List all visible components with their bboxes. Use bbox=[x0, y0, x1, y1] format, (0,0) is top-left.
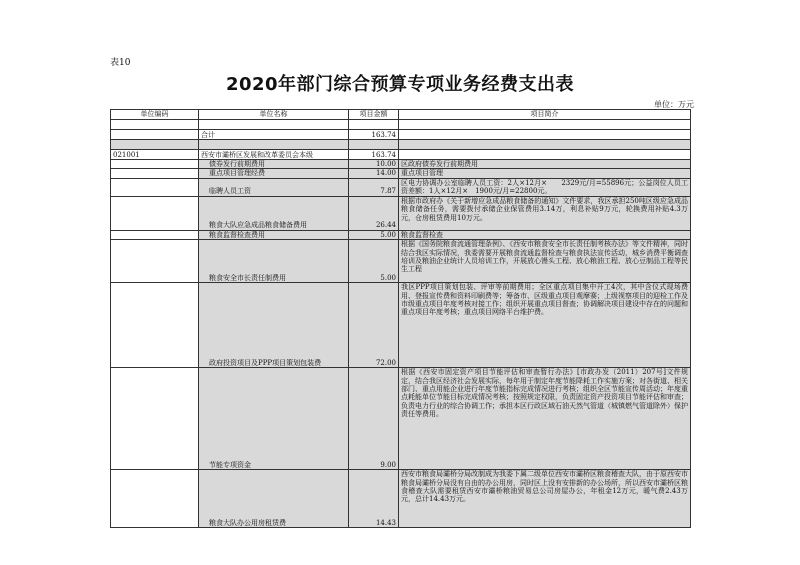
header-unit-name: 单位名称 bbox=[199, 110, 349, 120]
item-description: 区政府债券发行前期费用 bbox=[399, 160, 691, 169]
item-amount: 26.44 bbox=[349, 196, 399, 230]
gap-row bbox=[111, 140, 691, 150]
unit-label: 单位：万元 bbox=[654, 100, 694, 109]
item-description: 区电力协调办公室临聘人员工资：2人×12月× 2329元/月=55896元；公益岗位人员工资差额：1人×12月× 1900元/月=22800元。 bbox=[399, 178, 691, 196]
header-amount: 项目金额 bbox=[349, 110, 399, 120]
item-amount: 72.00 bbox=[349, 283, 399, 368]
item-description: 重点项目管理 bbox=[399, 169, 691, 178]
item-name: 粮食监督检查费用 bbox=[199, 230, 349, 239]
unit-code: 021001 bbox=[111, 150, 199, 160]
table-row bbox=[111, 160, 691, 169]
item-name: 粮食安全市长责任制费用 bbox=[199, 240, 349, 283]
table-row bbox=[111, 230, 691, 239]
unit-row bbox=[111, 150, 691, 160]
item-name: 粮食大队应急成品粮食储备费用 bbox=[199, 196, 349, 230]
item-description: 西安市粮食局灞桥分局改制成为我委下属二级单位西安市灞桥区粮食稽查大队，由于原西安市粮食局灞桥分局没有自由的办公用房，同时区上没有安排新的办公场所，所以西安市灞桥区粮食稽查大队需要租赁西安市灞桥粮油贸易总公司房屋办公，年租金12万元，暖气费2.43万元，总计14.43万元。 bbox=[399, 470, 691, 528]
table-row bbox=[111, 470, 691, 528]
item-amount: 5.00 bbox=[349, 230, 399, 239]
table-row bbox=[111, 196, 691, 230]
budget-table bbox=[110, 109, 691, 528]
spacer-row bbox=[111, 120, 691, 130]
table-row bbox=[111, 178, 691, 196]
item-amount: 14.43 bbox=[349, 470, 399, 528]
table-header-row bbox=[111, 110, 691, 120]
unit-amount: 163.74 bbox=[349, 150, 399, 160]
table-row bbox=[111, 368, 691, 470]
table-row bbox=[111, 283, 691, 368]
item-description: 我区PPP项目策划包装、评审等前期费用；全区重点项目集中开工4次，其中含仪式现场费用、登报宣传费和资料印刷费等；筹备市、区级重点项目观摩赛；上级视察项目的迎检工作及市级重点项目年度考核对接工作；组织开展重点项目督查；协调解决项目建设中存在的问题和重点项目年度考核；重点项目网络平台维护费。 bbox=[399, 283, 691, 368]
item-description: 根据市政府办《关于新增应急成品粮食储备的通知》文件要求，我区承担250吨区级应急成品粮食储备任务，需要拨付承储企业保管费用3.14万，利息补贴9万元，轮换费用补贴4.3万元，仓房租赁费用10万元。 bbox=[399, 196, 691, 230]
item-name: 临聘人员工资 bbox=[199, 178, 349, 196]
total-label: 合计 bbox=[199, 130, 349, 140]
item-name: 粮食大队办公用房租赁费 bbox=[199, 470, 349, 528]
item-description: 粮食监督检查 bbox=[399, 230, 691, 239]
item-amount: 10.00 bbox=[349, 160, 399, 169]
item-name: 债券发行前期费用 bbox=[199, 160, 349, 169]
table-number: 表10 bbox=[110, 58, 131, 68]
header-description: 项目简介 bbox=[399, 110, 691, 120]
item-name: 节能专项资金 bbox=[199, 368, 349, 470]
item-name: 重点项目管理经费 bbox=[199, 169, 349, 178]
table-row bbox=[111, 169, 691, 178]
total-amount: 163.74 bbox=[349, 130, 399, 140]
item-amount: 14.00 bbox=[349, 169, 399, 178]
item-amount: 9.00 bbox=[349, 368, 399, 470]
table-row bbox=[111, 240, 691, 283]
header-unit-code: 单位编码 bbox=[111, 110, 199, 120]
unit-name: 西安市灞桥区发展和改革委员会本级 bbox=[199, 150, 349, 160]
item-amount: 5.00 bbox=[349, 240, 399, 283]
item-description: 根据《国务院粮食流通管理条例》、《西安市粮食安全市长责任制考核办法》等文件精神，同时结合我区实际情况，我委需要开展粮食流通监督检查与粮食执法宣传活动，城乡消费平衡调查培训及粮油企业统计人员培训工作，开展放心馒头工程、放心粮油工程、放心豆制品工程等民生工程 bbox=[399, 240, 691, 283]
item-description: 根据《西安市固定资产项目节能评估和审查暂行办法》[市政办发（2011）207号]文件规定，结合我区经济社会发展实际，每年用于制定年度节能降耗工作实施方案；对各街道、相关部门、重点用能企业进行年度节能指标完成情况进行考核；组织全区节能宣传周活动；年度重点耗能单位节能目标完成情况考核；按照规定权限，负责固定资产投资项目节能评估和审查；负责电力行业的综合协调工作；承担本区行政区域石油天然气管道（城镇燃气管道除外）保护责任等费用。 bbox=[399, 368, 691, 470]
total-row bbox=[111, 130, 691, 140]
item-amount: 7.87 bbox=[349, 178, 399, 196]
item-name: 政府投资项目及PPP项目策划包装费 bbox=[199, 283, 349, 368]
page-title: 2020年部门综合预算专项业务经费支出表 bbox=[225, 74, 575, 95]
